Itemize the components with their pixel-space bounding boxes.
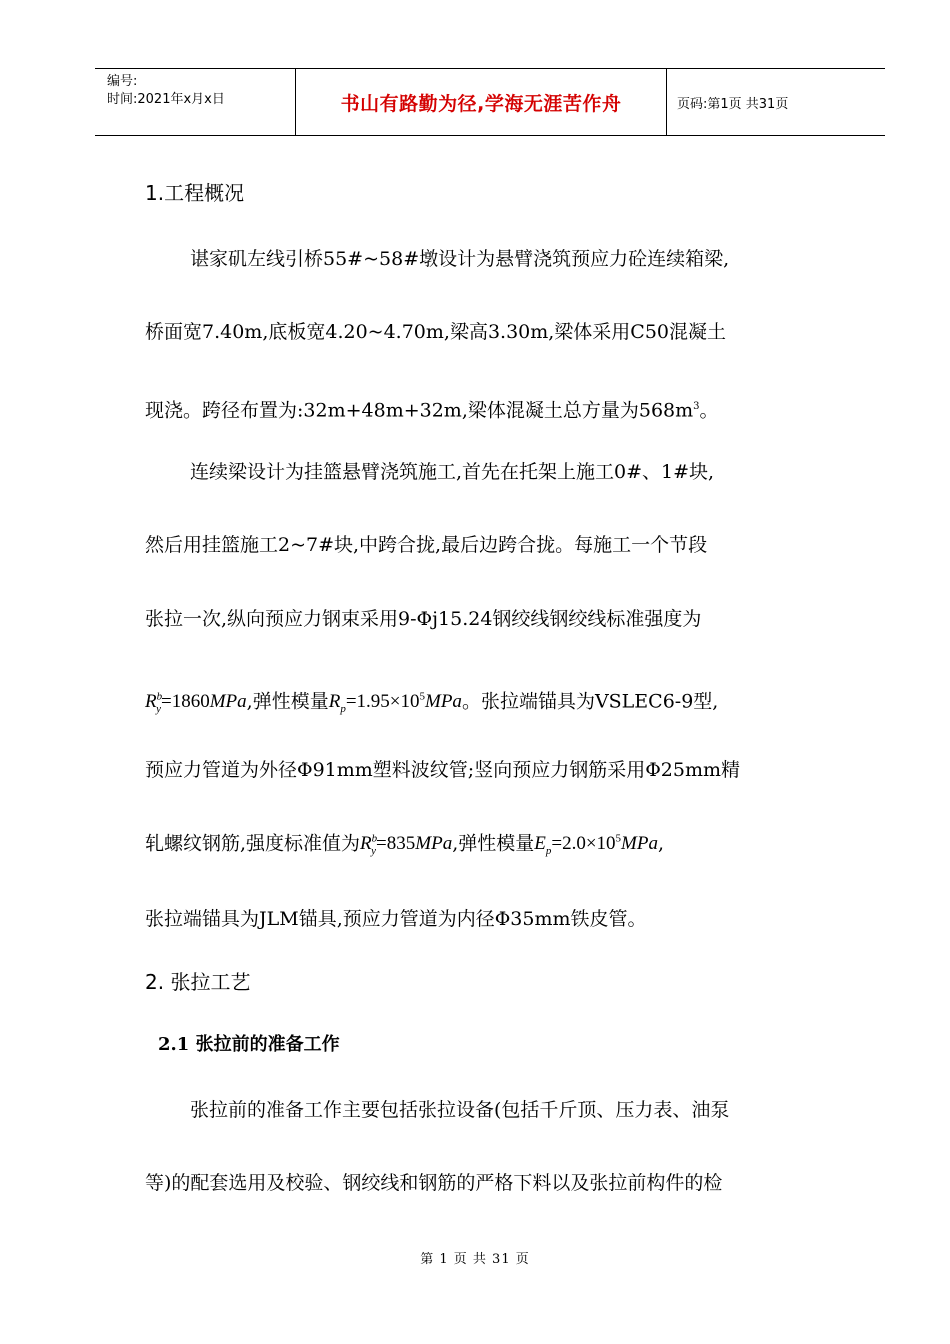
- rebar-modulus-label: ,弹性模量: [452, 832, 535, 855]
- rebar-strength-formula: [360, 833, 453, 858]
- symbol-r-sup: b: [156, 691, 163, 703]
- symbol-r-sub: y: [156, 703, 161, 716]
- rebar-modulus-exponent: 5: [615, 833, 622, 845]
- symbol-r-sub: y: [371, 845, 377, 858]
- modulus-value: =1.95×10: [345, 691, 420, 713]
- paragraph-1-line-3: [145, 394, 719, 423]
- rebar-modulus-unit: MPa: [621, 833, 658, 855]
- symbol-e-sub: p: [545, 845, 552, 858]
- paragraph-1-line-3-end: 。: [699, 399, 719, 422]
- symbol-r: R: [145, 691, 157, 713]
- section-2-paragraph-line-2: 等)的配套选用及校验、钢绞线和钢筋的严格下料以及张拉前构件的检: [145, 1172, 723, 1194]
- paragraph-2-line-6: [145, 826, 664, 864]
- section-2-1-title: 2.1 张拉前的准备工作: [158, 1034, 340, 1055]
- rebar-strength-value: =835: [376, 833, 416, 855]
- strength-value: =1860: [161, 691, 210, 713]
- number-label: 编号:: [107, 74, 138, 89]
- symbol-e: E: [534, 833, 546, 855]
- rebar-modulus-value: =2.0×10: [551, 833, 616, 855]
- paragraph-2-line-1: 连续梁设计为挂篮悬臂浇筑施工,首先在托架上施工0#、1#块,: [190, 461, 715, 483]
- strength-unit: MPa: [209, 691, 247, 713]
- paragraph-2-line-4: [145, 684, 718, 722]
- paragraph-1-line-3-text: 现浇。跨径布置为:32m+48m+32m,梁体混凝土总方量为568m: [145, 399, 694, 422]
- modulus-label: ,弹性模量: [246, 690, 329, 713]
- tensile-strength-formula: [145, 691, 247, 716]
- cubic-exponent: 3: [693, 401, 700, 412]
- symbol-r-sup: b: [371, 833, 378, 845]
- paragraph-1-line-2: 桥面宽7.40m,底板宽4.20~4.70m,梁高3.30m,梁体采用C50混凝土: [145, 321, 727, 343]
- anchor-text: 。张拉端锚具为VSLEC6-9型,: [461, 690, 719, 713]
- symbol-rp-sub: p: [340, 703, 346, 716]
- paragraph-2-line-5: 预应力管道为外径Φ91mm塑料波纹管;竖向预应力钢筋采用Φ25mm精: [145, 759, 740, 781]
- paragraph-1-line-1: 谌家矶左线引桥55#~58#墩设计为悬臂浇筑预应力砼连续箱梁,: [190, 248, 730, 270]
- rebar-strength-unit: MPa: [415, 833, 453, 855]
- modulus-formula: [328, 691, 462, 716]
- paragraph-2-line-2: 然后用挂篮施工2~7#块,中跨合拢,最后边跨合拢。每施工一个节段: [145, 534, 708, 556]
- paragraph-2-line-7: 张拉端锚具为JLM锚具,预应力管道为内径Φ35mm铁皮管。: [145, 908, 647, 930]
- rebar-text: 轧螺纹钢筋,强度标准值为: [145, 832, 361, 855]
- section-1-title: 1.工程概况: [145, 181, 245, 205]
- paragraph-2-line-3: 张拉一次,纵向预应力钢束采用9-Φj15.24钢绞线钢绞线标准强度为: [145, 608, 702, 630]
- symbol-r: R: [360, 833, 372, 855]
- modulus-exponent: 5: [419, 691, 425, 703]
- symbol-rp: R: [328, 691, 341, 713]
- header-meta: [95, 69, 296, 135]
- header-page-label: 页码:第1页 共31页: [677, 96, 789, 112]
- modulus-unit: MPa: [425, 691, 462, 713]
- header-motto: 书山有路勤为径,学海无涯苦作舟: [296, 69, 667, 135]
- line-end-comma: ,: [657, 832, 665, 855]
- section-2-title: 2. 张拉工艺: [145, 970, 251, 994]
- rebar-modulus-formula: [534, 833, 658, 858]
- section-2-paragraph-line-1: 张拉前的准备工作主要包括张拉设备(包括千斤顶、压力表、油泵: [190, 1099, 730, 1121]
- page-footer: 第 1 页 共 31 页: [420, 1252, 530, 1267]
- date-label: 时间:2021年x月x日: [107, 92, 225, 107]
- document-header: [95, 68, 885, 136]
